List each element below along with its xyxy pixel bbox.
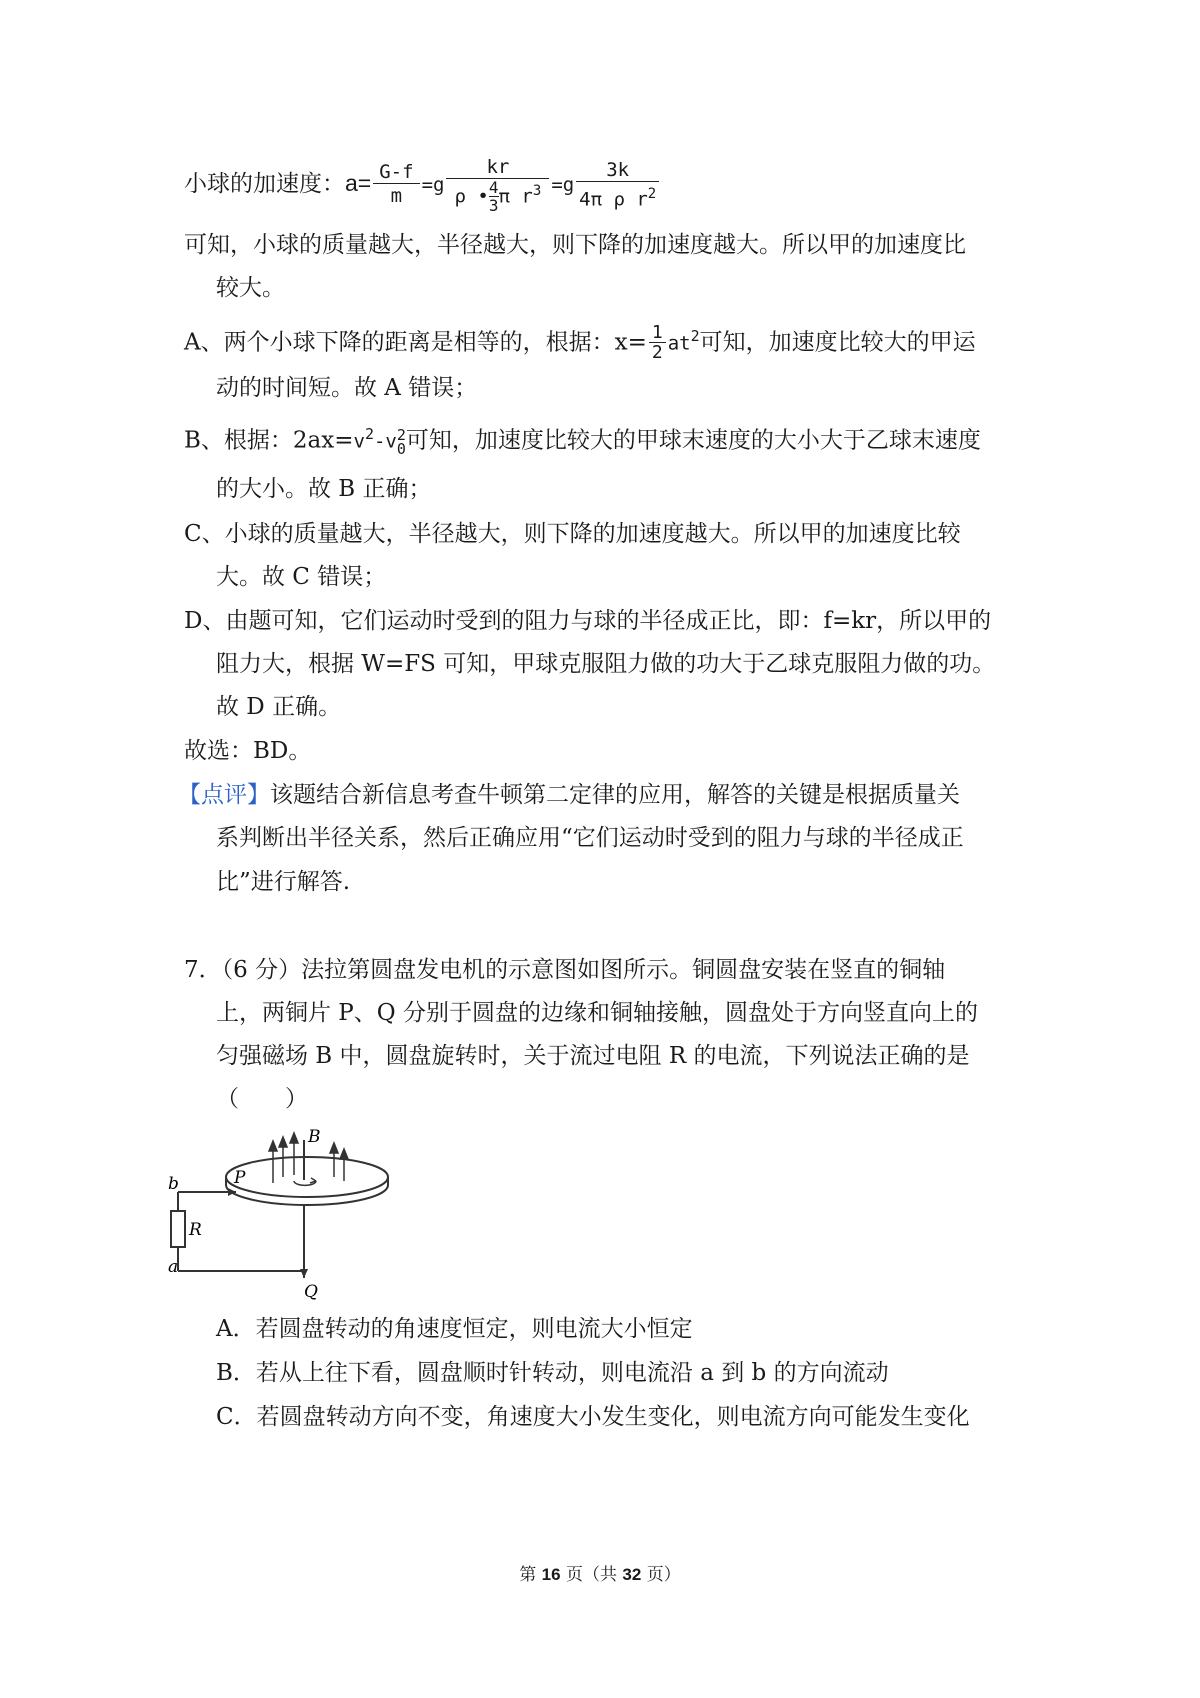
page-number: 16 [541,1565,561,1584]
question-7-line-2: 上，两铜片 P、Q 分别于圆盘的边缘和铜轴接触，圆盘处于方向竖直向上的 [216,1000,978,1026]
answer-line: 故选：BD。 [184,738,312,764]
label-b-field: B [308,1127,321,1147]
option-a-line-2: 动的时间短。故 A 错误； [216,375,478,401]
label-a-terminal: a [168,1257,179,1277]
comment-tag: 【点评】 [178,782,270,808]
option-d-line-3: 故 D 正确。 [216,694,342,720]
acceleration-formula: 小球的加速度：a= $\frac{G-f}{m}$ =g kr ρ • $\frac{4}{3}$ π $r^3$ =g $\frac{3k}{4\pi \rho r^2}$ [184,156,661,214]
conclusion-line-1: 可知，小球的质量越大，半径越大，则下降的加速度越大。所以甲的加速度比 [184,232,966,258]
option-b-line-1: B、根据：$2ax=v^2-v$ 2 0 可知，加速度比较大的甲球末速度的大小大于乙球末速度 [184,425,981,458]
resistor-r [171,1211,185,1247]
option-c-line-1: C、小球的质量越大，半径越大，则下降的加速度越大。所以甲的加速度比较 [184,521,961,547]
fraction-kr-over-volume: kr ρ • $\frac{4}{3}$ π $r^3$ [446,156,549,214]
option-b-line-2: 的大小。故 B 正确； [216,476,432,502]
label-r: R [189,1220,202,1240]
comment-line-1: 【点评】该题结合新信息考查牛顿第二定律的应用，解答的关键是根据质量关 [178,782,960,808]
comment-line-2: 系判断出半径关系，然后正确应用“它们运动时受到的阻力与球的半径成正 [216,825,964,851]
choice-c: C．若圆盘转动方向不变，角速度大小发生变化，则电流方向可能发生变化 [216,1404,970,1430]
comment-line-3: 比”进行解答. [216,869,351,895]
label-p: P [234,1168,246,1188]
choice-a: A．若圆盘转动的角速度恒定，则电流大小恒定 [216,1316,693,1342]
option-a-line-1: A、两个小球下降的距离是相等的，根据：x= $\frac{1}{2}$ $at^2$可知，加速度比较大的甲运 [184,322,976,364]
choice-b: B．若从上往下看，圆盘顺时针转动，则电流沿 a 到 b 的方向流动 [216,1360,889,1386]
conclusion-line-2: 较大。 [216,275,285,301]
label-b-terminal: b [168,1174,179,1194]
option-d-line-1: D、由题可知，它们运动时受到的阻力与球的半径成正比，即：f=kr，所以甲的 [184,608,992,634]
fraction-one-half: $\frac{1}{2}$ [649,324,666,363]
question-7-line-4: （ ） [216,1086,308,1112]
fraction-3k-over-4pi-rho-r2: $\frac{3k}{4\pi \rho r^2}$ [576,159,659,211]
question-7-line-3: 匀强磁场 B 中，圆盘旋转时，关于流过电阻 R 的电流，下列说法正确的是 [216,1043,970,1069]
question-7-line-1: 7．（6 分）法拉第圆盘发电机的示意图如图所示。铜圆盘安装在竖直的铜轴 [184,957,946,983]
option-c-line-2: 大。故 C 错误； [216,564,387,590]
copper-disk [226,1157,388,1197]
label-q: Q [304,1282,318,1302]
fraction-g-f-over-m: $\frac{G-f}{m}$ [373,161,419,208]
faraday-disk-diagram [170,1125,430,1300]
option-d-line-2: 阻力大，根据 W=FS 可知，甲球克服阻力做的功大于乙球克服阻力做的功。 [216,651,996,677]
page-footer: 第 16 页（共 32 页） [519,1565,681,1585]
page-total: 32 [622,1565,642,1584]
